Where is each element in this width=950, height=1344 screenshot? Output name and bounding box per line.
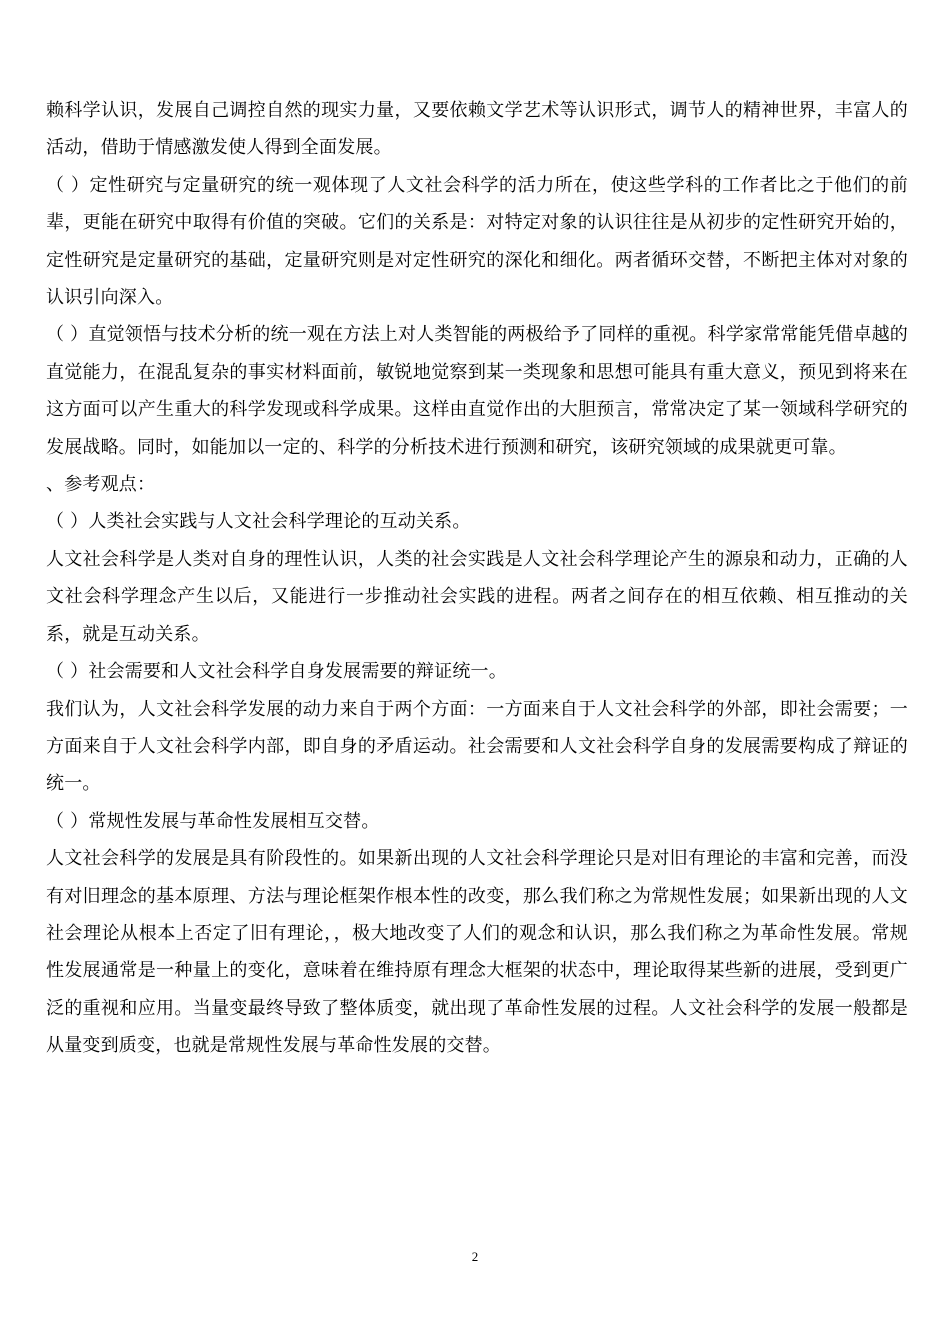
page-number: 2 [471,1249,479,1264]
subheading-practice-theory: （ ）人类社会实践与人文社会科学理论的互动关系。 [46,511,471,533]
paragraph-qualitative-quantitative: （ ）定性研究与定量研究的统一观体现了人文社会科学的活力所在，使这些学科的工作者比之于他们的前辈，更能在研究中取得有价值的突破。它们的关系是：对特定对象的认识往往是从初步的定性研究开始的，定性研究是定量研究的基础，定量研究则是对定性研究的深化和细化。两者循环交替，不断把主体对对象的认识引向深入。 [46,174,908,309]
subheading-social-needs: （ ）社会需要和人文社会科学自身发展需要的辩证统一。 [46,661,507,683]
paragraph-social-needs: 我们认为，人文社会科学发展的动力来自于两个方面：一方面来自于人文社会科学的外部，即社会需要；一方面来自于人文社会科学内部，即自身的矛盾运动。社会需要和人文社会科学自身的发展需要构成了辩证的统一。 [46,698,908,795]
subheading-normal-revolutionary: （ ）常规性发展与革命性发展相互交替。 [46,810,380,832]
section-heading-reference-views: 、参考观点： [46,474,156,496]
paragraph-practice-theory: 人文社会科学是人类对自身的理性认识，人类的社会实践是人文社会科学理论产生的源泉和动力，正确的人文社会科学理念产生以后，又能进行一步推动社会实践的进程。两者之间存在的相互依赖、相互推动的关系，就是互动关系。 [46,548,908,645]
paragraph-intuition-analysis: （ ）直觉领悟与技术分析的统一观在方法上对人类智能的两极给予了同样的重视。科学家常常能凭借卓越的直觉能力，在混乱复杂的事实材料面前，敏锐地觉察到某一类现象和思想可能具有重大意义，预见到将来在这方面可以产生重大的科学发现或科学成果。这样由直觉作出的大胆预言，常常决定了某一领域科学研究的发展战略。同时，如能加以一定的、科学的分析技术进行预测和研究，该研究领域的成果就更可靠。 [46,324,908,458]
document-body [46,92,908,1065]
paragraph-continuation: 赖科学认识，发展自己调控自然的现实力量，又要依赖文学艺术等认识形式，调节人的精神世界，丰富人的活动，借助于情感激发使人得到全面发展。 [46,100,908,159]
paragraph-normal-revolutionary: 人文社会科学的发展是具有阶段性的。如果新出现的人文社会科学理论只是对旧有理论的丰富和完善，而没有对旧理念的基本原理、方法与理论框架作根本性的改变，那么我们称之为常规性发展；如果新出现的人文社会理论从根本上否定了旧有理论，，极大地改变了人们的观念和认识，那么我们称之为革命性发展。常规性发展通常是一种量上的变化，意味着在维持原有理念大框架的状态中，理论取得某些新的进展，受到更广泛的重视和应用。当量变最终导致了整体质变，就出现了革命性发展的过程。人文社会科学的发展一般都是从量变到质变，也就是常规性发展与革命性发展的交替。 [46,848,908,1057]
